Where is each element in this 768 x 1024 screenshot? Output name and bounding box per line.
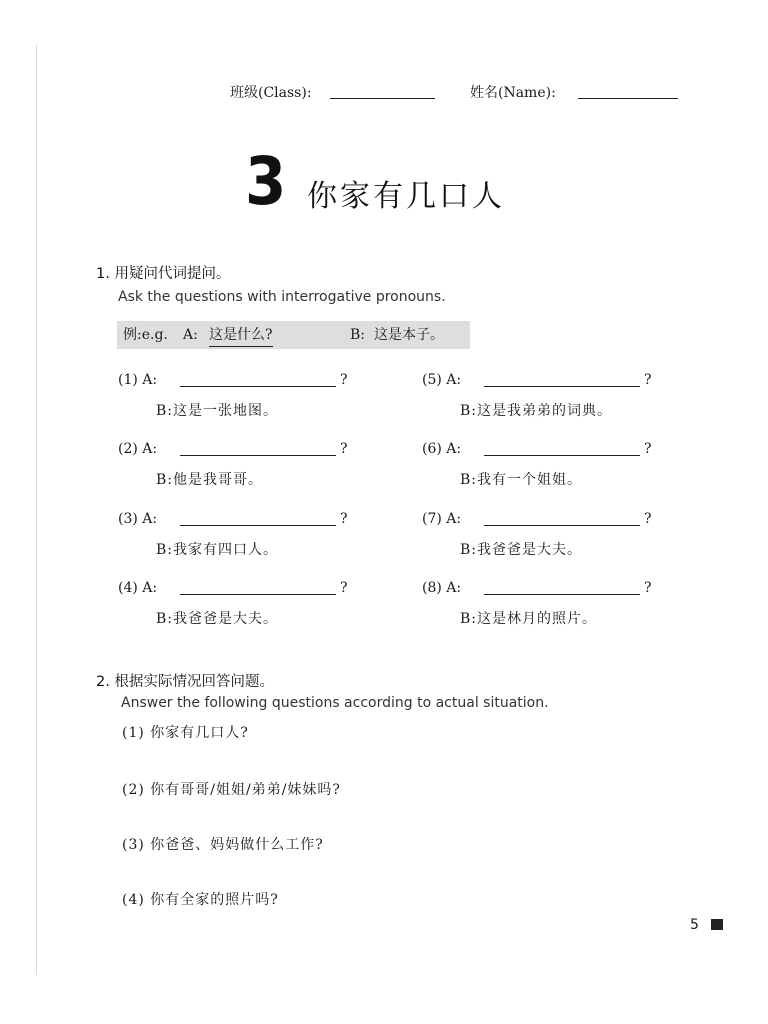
item-b-answer: B:我爸爸是大夫。 <box>460 542 583 558</box>
item-a-label: A: <box>446 580 462 596</box>
item-a-label: A: <box>142 580 158 596</box>
page-marker-square <box>711 919 723 930</box>
item-a-label: A: <box>142 441 158 457</box>
open-question-2: (2) 你有哥哥/姐姐/弟弟/妹妹吗? <box>122 782 341 798</box>
question-mark: ? <box>340 372 348 388</box>
lesson-number: 3 <box>245 143 287 220</box>
answer-blank[interactable] <box>180 455 336 456</box>
item-number: (1) <box>118 372 138 388</box>
header <box>0 82 768 102</box>
item-number: (6) <box>422 441 442 457</box>
lesson-title: 你家有几口人 <box>307 179 505 214</box>
item-a-label: A: <box>446 511 462 527</box>
item-b-answer: B:我有一个姐姐。 <box>460 472 583 488</box>
item-a-label: A: <box>142 372 158 388</box>
open-question-1: (1) 你家有几口人? <box>122 725 249 741</box>
example-box <box>117 321 470 349</box>
question-mark: ? <box>644 580 652 596</box>
question-mark: ? <box>644 441 652 457</box>
section2-title: 2. 根据实际情况回答问题。 <box>96 674 274 690</box>
example-b-label: B: <box>350 327 366 343</box>
item-b-answer: B:这是林月的照片。 <box>460 611 598 627</box>
item-number: (7) <box>422 511 442 527</box>
exercise-item-1 <box>118 372 358 422</box>
question-mark: ? <box>340 511 348 527</box>
exercise-item-2 <box>118 441 358 491</box>
item-b-answer: B:我家有四口人。 <box>156 542 279 558</box>
class-label: 班级(Class): <box>230 85 312 101</box>
class-blank[interactable] <box>330 98 435 99</box>
answer-blank[interactable] <box>180 525 336 526</box>
item-number: (4) <box>118 580 138 596</box>
item-b-answer: B:这是我弟弟的词典。 <box>460 403 613 419</box>
question-mark: ? <box>340 580 348 596</box>
exercise-item-8 <box>422 580 662 630</box>
item-number: (5) <box>422 372 442 388</box>
open-question-4: (4) 你有全家的照片吗? <box>122 892 279 908</box>
exercise-item-7 <box>422 511 662 561</box>
answer-blank[interactable] <box>484 386 640 387</box>
item-number: (3) <box>118 511 138 527</box>
section1-title: 1. 用疑问代词提问。 <box>96 266 231 282</box>
question-mark: ? <box>340 441 348 457</box>
exercise-item-3 <box>118 511 358 561</box>
exercise-item-6 <box>422 441 662 491</box>
example-a-label: A: <box>183 327 198 343</box>
item-b-answer: B:我爸爸是大夫。 <box>156 611 279 627</box>
item-b-answer: B:他是我哥哥。 <box>156 472 264 488</box>
item-number: (2) <box>118 441 138 457</box>
section2-subtitle: Answer the following questions according to actual situation. <box>121 695 549 711</box>
answer-blank[interactable] <box>484 455 640 456</box>
example-b-text: 这是本子。 <box>374 327 444 343</box>
question-mark: ? <box>644 372 652 388</box>
answer-blank[interactable] <box>484 525 640 526</box>
page-number: 5 <box>690 917 699 933</box>
item-b-answer: B:这是一张地图。 <box>156 403 279 419</box>
exercise-item-5 <box>422 372 662 422</box>
example-prefix: 例:e.g. <box>123 327 168 343</box>
answer-blank[interactable] <box>180 386 336 387</box>
section1-subtitle: Ask the questions with interrogative pronouns. <box>118 289 446 305</box>
example-a-text: 这是什么? <box>209 324 273 347</box>
item-a-label: A: <box>142 511 158 527</box>
question-mark: ? <box>644 511 652 527</box>
name-blank[interactable] <box>578 98 678 99</box>
exercise-item-4 <box>118 580 358 630</box>
item-a-label: A: <box>446 372 462 388</box>
item-a-label: A: <box>446 441 462 457</box>
item-number: (8) <box>422 580 442 596</box>
answer-blank[interactable] <box>180 594 336 595</box>
open-question-3: (3) 你爸爸、妈妈做什么工作? <box>122 837 324 853</box>
name-label: 姓名(Name): <box>470 85 556 101</box>
answer-blank[interactable] <box>484 594 640 595</box>
page-edge <box>36 45 37 975</box>
